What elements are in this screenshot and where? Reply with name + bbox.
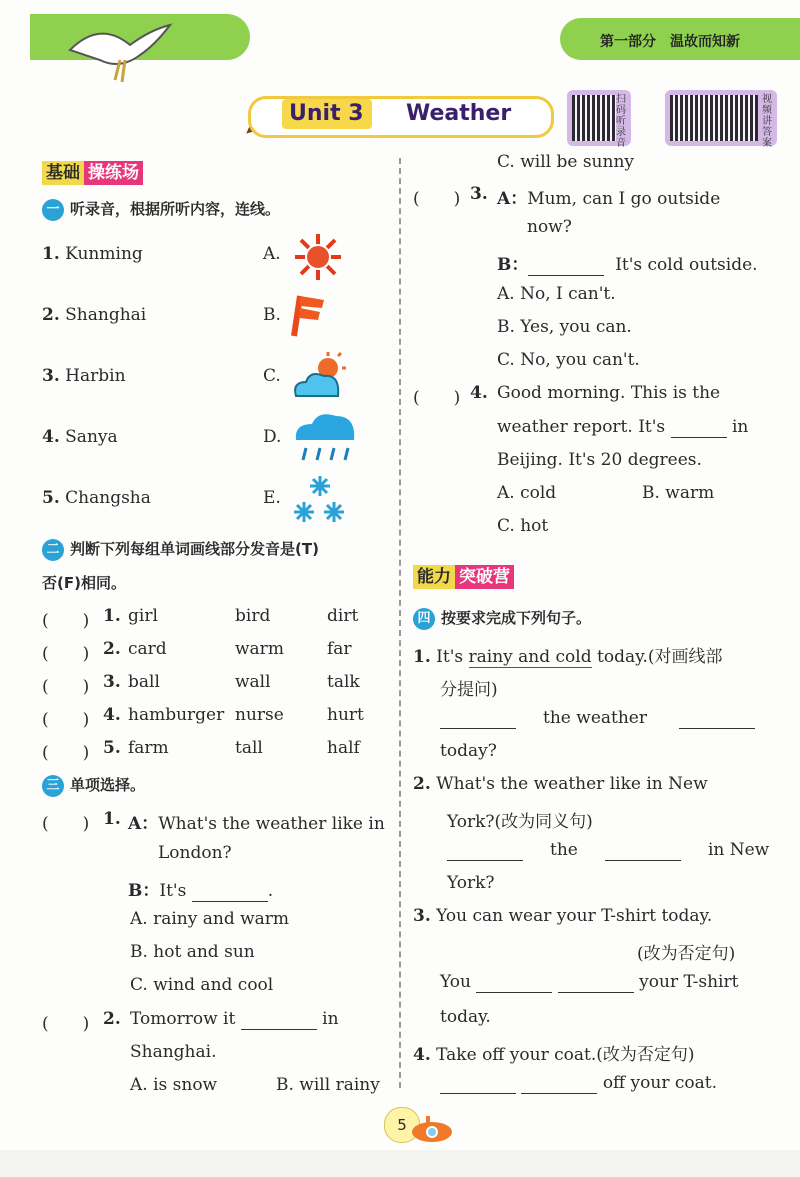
item-num	[470, 184, 488, 204]
sun-icon	[293, 232, 343, 282]
option-letter: A.	[263, 244, 281, 264]
qr-code-audio[interactable]	[567, 90, 631, 149]
item-num-text: 3.	[103, 672, 121, 692]
answer-blank[interactable]	[558, 972, 634, 993]
instruction-text: 按要求完成下列句子。	[441, 609, 592, 627]
speaker-label: B：	[497, 255, 529, 275]
item-num	[103, 639, 121, 659]
city-name: Sanya	[65, 427, 118, 447]
part4-instruction	[413, 607, 591, 630]
part3-instruction	[42, 774, 145, 797]
instruction-note: 分提问)	[440, 680, 498, 700]
answer-paren[interactable]: ( )	[42, 1014, 90, 1034]
speaker-label: A：	[497, 189, 528, 209]
answer-line	[440, 708, 755, 729]
option: A. is snow	[130, 1075, 218, 1095]
underlined-phrase: rainy and cold	[468, 647, 592, 667]
list-item	[42, 244, 143, 264]
seagull-icon	[60, 10, 180, 90]
dialog-b	[128, 876, 273, 902]
sentence-text: York?(改为同义句)	[447, 812, 593, 832]
answer-blank[interactable]	[679, 708, 755, 729]
question-text: Beijing. It's 20 degrees.	[497, 450, 702, 470]
option: C. wind and cool	[130, 975, 274, 995]
question-text-a: weather report. It's	[497, 417, 666, 437]
sentence-2	[413, 774, 708, 794]
part-number-badge: 四	[413, 608, 435, 630]
city-name: Shanghai	[65, 305, 147, 325]
sentence-text: today.(对画线部	[597, 647, 723, 667]
dialog-a	[128, 809, 385, 834]
item-num-text: 1.	[103, 606, 121, 626]
dialog-b	[497, 250, 758, 276]
sentence-text: What's the weather like in New	[436, 774, 708, 794]
answer-blank[interactable]	[440, 1073, 516, 1094]
sentence-text: the	[550, 840, 578, 860]
speaker-label: B：	[128, 881, 160, 901]
page-number: 5	[384, 1107, 420, 1143]
word: talk	[327, 672, 360, 692]
item-num-text: 4.	[470, 383, 488, 403]
answer-blank[interactable]	[192, 881, 268, 902]
option: B. hot and sun	[130, 942, 255, 962]
answer-line	[447, 840, 769, 861]
option: C. will be sunny	[497, 152, 634, 172]
section-heading-ability	[413, 562, 514, 587]
dialog-text: What's the weather like in	[158, 814, 385, 834]
answer-line	[440, 1073, 717, 1094]
item-num: 5.	[42, 488, 60, 508]
option: A. No, I can't.	[497, 284, 616, 304]
answer-paren[interactable]: ( )	[42, 677, 90, 697]
answer-blank[interactable]	[241, 1009, 317, 1030]
sentence-text: today.	[440, 1007, 491, 1027]
instruction-text: 否(F)相同。	[42, 574, 126, 592]
question-text-b: in	[322, 1009, 339, 1029]
dialog-text: It's cold outside.	[615, 255, 758, 275]
answer-line	[440, 972, 738, 993]
unit-title: Weather	[406, 101, 512, 126]
qr-code-icon	[572, 95, 616, 141]
qr-code-video[interactable]	[665, 90, 777, 149]
item-num-text: 2.	[103, 1009, 121, 1029]
list-item	[42, 366, 126, 386]
word: tall	[235, 738, 263, 758]
column-divider	[399, 158, 401, 1088]
item-num	[103, 672, 121, 692]
question-text: Good morning. This is the	[497, 383, 721, 403]
question-text	[497, 417, 748, 438]
word: hamburger	[128, 705, 225, 725]
sentence-text: It's	[436, 647, 464, 667]
option: B. will rainy	[276, 1075, 380, 1095]
sentence-text: the weather	[543, 708, 647, 728]
instruction-text: 判断下列每组单词画线部分发音是(T)	[70, 540, 319, 558]
word: far	[327, 639, 352, 659]
word: girl	[128, 606, 158, 626]
option: B. warm	[642, 483, 715, 503]
instruction-text: 单项选择。	[70, 776, 146, 794]
answer-paren[interactable]: ( )	[42, 814, 90, 834]
item-num-text: 2.	[103, 639, 121, 659]
question-text-a: Tomorrow it	[130, 1009, 236, 1029]
part2-instruction	[42, 538, 319, 561]
answer-paren[interactable]: ( )	[42, 743, 90, 763]
item-num	[103, 738, 121, 758]
item-num-text: 5.	[103, 738, 121, 758]
answer-blank[interactable]	[476, 972, 552, 993]
word: farm	[128, 738, 169, 758]
option-letter: B.	[263, 305, 281, 325]
sentence-text: in New	[707, 840, 770, 860]
answer-blank[interactable]	[528, 255, 604, 276]
item-num-text: 3.	[413, 906, 431, 926]
section-tag-a: 能力	[413, 565, 455, 589]
city-name: Kunming	[65, 244, 143, 264]
dialog-text: now?	[527, 217, 572, 237]
part-number-badge: 一	[42, 199, 64, 221]
sentence-text: off your coat.	[602, 1073, 717, 1093]
part-label: 第一部分 温故而知新	[600, 34, 740, 50]
item-num-text: 3.	[470, 184, 488, 204]
wind-flag-icon	[288, 290, 328, 340]
partly-cloudy-icon	[290, 350, 350, 402]
sentence-text: You can wear your T-shirt today.	[436, 906, 713, 926]
item-num	[103, 809, 121, 829]
section-tag-b: 操练场	[84, 161, 143, 185]
sentence-text: your T-shirt	[639, 972, 739, 992]
section-heading-basic	[42, 158, 143, 183]
word: wall	[235, 672, 271, 692]
option-letter: D.	[263, 427, 282, 447]
sentence-3	[413, 906, 712, 926]
answer-blank[interactable]	[521, 1073, 597, 1094]
answer-paren[interactable]: ( )	[42, 644, 90, 664]
list-item	[42, 488, 151, 508]
dialog-text: .	[267, 881, 274, 901]
word: warm	[235, 639, 284, 659]
item-num	[103, 1009, 121, 1029]
sentence-text: York?	[447, 873, 495, 893]
option: A. rainy and warm	[130, 909, 290, 929]
rain-cloud-icon	[290, 410, 360, 465]
instruction-text: 听录音，根据所听内容，连线。	[70, 200, 281, 218]
answer-blank[interactable]	[605, 840, 681, 861]
question-text-b: in	[731, 417, 749, 437]
item-num-text: 4.	[103, 705, 121, 725]
part1-instruction	[42, 198, 280, 221]
answer-blank[interactable]	[447, 840, 523, 861]
sentence-text: Take off your coat.(改为否定句)	[436, 1045, 695, 1065]
section-tag-b: 突破营	[455, 565, 514, 589]
option: B. Yes, you can.	[497, 317, 632, 337]
word: half	[327, 738, 360, 758]
option: A. cold	[497, 483, 557, 503]
submarine-icon	[408, 1110, 454, 1146]
unit-label: Unit 3	[289, 101, 364, 126]
city-name: Changsha	[65, 488, 151, 508]
list-item	[42, 427, 118, 447]
answer-blank[interactable]	[440, 708, 516, 729]
item-num-text: 4.	[413, 1045, 431, 1065]
sentence-text: You	[440, 972, 471, 992]
speaker-label: A：	[128, 814, 159, 834]
bottom-strip	[0, 1150, 800, 1177]
dialog-text: It's	[159, 881, 187, 901]
item-num-text: 1.	[103, 809, 121, 829]
word: hurt	[327, 705, 364, 725]
item-num-text: 1.	[413, 647, 431, 667]
sentence-text: today?	[440, 741, 497, 761]
part-number-badge: 二	[42, 539, 64, 561]
snow-icon	[290, 474, 350, 526]
word: nurse	[235, 705, 284, 725]
word: ball	[128, 672, 160, 692]
dialog-text: Mum, can I go outside	[527, 189, 721, 209]
answer-blank[interactable]	[671, 417, 727, 438]
question-text: Shanghai.	[130, 1042, 217, 1062]
item-num: 2.	[42, 305, 60, 325]
header-corner-deco	[755, 20, 777, 60]
part-number-badge: 三	[42, 775, 64, 797]
item-num: 1.	[42, 244, 60, 264]
item-num	[103, 606, 121, 626]
list-item	[42, 305, 146, 325]
option: C. hot	[497, 516, 549, 536]
answer-paren[interactable]: ( )	[42, 710, 90, 730]
item-num	[103, 705, 121, 725]
option-letter: E.	[263, 488, 281, 508]
qr-caption: 视频讲答案	[762, 94, 772, 149]
item-num-text: 2.	[413, 774, 431, 794]
answer-paren[interactable]: ( )	[42, 611, 90, 631]
item-num	[470, 383, 488, 403]
word: card	[128, 639, 167, 659]
item-num: 3.	[42, 366, 60, 386]
qr-code-icon	[670, 95, 758, 141]
option: C. No, you can't.	[497, 350, 640, 370]
word: bird	[235, 606, 271, 626]
qr-caption: 扫码听录音	[616, 94, 626, 149]
dialog-text: London?	[158, 843, 232, 863]
option-letter: C.	[263, 366, 281, 386]
question-text	[130, 1009, 339, 1030]
sentence-4	[413, 1040, 695, 1065]
instruction-note: (改为否定句)	[637, 944, 736, 964]
word: dirt	[327, 606, 359, 626]
sentence-1	[413, 642, 723, 667]
answer-paren[interactable]: ( )	[413, 189, 461, 209]
city-name: Harbin	[65, 366, 126, 386]
answer-paren[interactable]: ( )	[413, 388, 461, 408]
dialog-a	[497, 184, 720, 209]
section-tag-a: 基础	[42, 161, 84, 185]
item-num: 4.	[42, 427, 60, 447]
